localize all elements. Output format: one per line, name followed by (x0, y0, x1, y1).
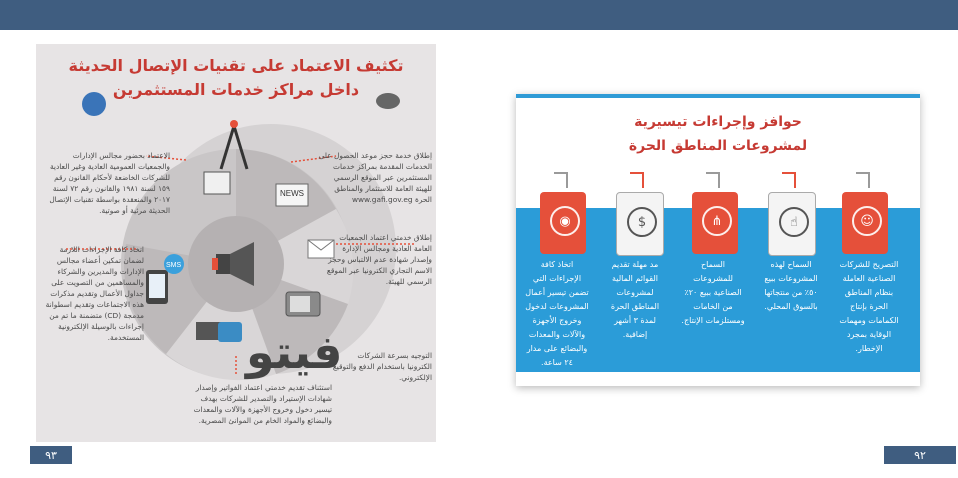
column-text-5: اتخاذ كافة الإجراءات التي تضمن تيسير أعمال المشروعات لدخول وخروج الأجهزة والآلات والمعدات والبضائع على مدار ٢٤ ساعة. (525, 260, 589, 367)
mask-icon: ☺ (852, 206, 882, 236)
left-title-line2: داخل مراكز خدمات المستثمرين (112, 80, 360, 99)
satellite-dish-icon (376, 93, 400, 109)
watermark-text: فيتو (246, 325, 343, 379)
radio-icon (218, 322, 242, 342)
column-text-1: التصريح للشركات الصناعية العاملة بنظام المناطق الحرة بإنتاج الكمامات ومهمات الوقاية بمجرد الإخطار. (839, 260, 899, 353)
fax-icon (204, 172, 230, 194)
tag-thumbs-up (768, 192, 816, 256)
left-text-6: التوجيه بسرعة الشركات الكترونيا باستخدام الدفع والتوقيع الإلكتروني. (332, 351, 432, 382)
top-header-bar (0, 0, 958, 30)
tag-dollar-search (616, 192, 664, 256)
dollar-search-icon: $ (627, 207, 657, 237)
eye-gear-icon: ◉ (550, 206, 580, 236)
thumbs-up-icon: ☝ (779, 207, 809, 237)
arrow-4 (782, 172, 796, 188)
column-text-3: السماح للمشروعات الصناعية ببيع ٢٠٪ من الخامات ومستلزمات الإنتاج. (681, 260, 745, 325)
right-title-line1: حوافز وإجراءات تيسيرية (634, 114, 802, 130)
sms-label: SMS (166, 262, 182, 269)
arrow-3 (706, 172, 720, 188)
watermark-logo (246, 325, 343, 379)
tag-share-nodes (692, 192, 738, 254)
right-infographic (516, 94, 920, 386)
left-text-3: اتخاذ كافة الإجراءات اللازمة لضمان تمكين أعضاء مجالس الإدارات والمديرين والشركاء والمساهمين من التصويت على جداول الأعمال وتقديم مذكرات هذه الاجتماعات وتقديم اسطوانة مدمجة (CD) متضمنة ما تم من إجراءات بالوسيلة الإلكترونية المستخدمة. (45, 245, 144, 342)
left-text-4: إطلاق خدمتي اعتماد الجمعيات العامة العادية ومجالس الإدارة وإصدار شهادة عدم الالتباس وحجز الاسم التجاري الكترونيا عبر الموقع الرسمي للهيئة. (326, 233, 432, 286)
left-title-line1: تكثيف الاعتماد على تقنيات الإتصال الحديثة (68, 56, 404, 75)
arrow-2 (630, 172, 644, 188)
column-text-4: مد مهلة تقديم القوائم المالية لمشروعات المناطق الحرة لمدة ٣ أشهر إضافية. (610, 260, 660, 339)
globe-icon (82, 92, 106, 116)
tag-eye-gear (540, 192, 586, 254)
arrow-1 (554, 172, 568, 188)
left-text-5: استئناف تقديم خدمتي اعتماد الفواتير وإصدار شهادات الإستيراد والتصدير للشركات بهدف تيسير دخول وخروج الأجهزة والآلات والمعدات والبضائع والمواد الخام من الموانئ المصرية. (193, 383, 332, 425)
page-number-right: ٩٢ (884, 446, 956, 464)
left-text-1: الاعتماد بحضور مجالس الإدارات والجمعيات العمومية العادية وغير العادية للشركات الخاضعة لأحكام القانون رقم ١٥٩ لسنة ١٩٨١ والقانون رقم ٧٢ لسنة ٢٠١٧ والمنعقدة بواسطة تقنيات الإتصال الحديثة مرئية أو صوتية. (49, 151, 170, 215)
left-text-2: إطلاق خدمة حجز موعد الحصول على الخدمات المقدمة بمراكز خدمات المستثمرين عبر الموقع الرسمي للهيئة العامة للاستثمار والمناطق الحرة www.gafi.gov.eg (318, 151, 432, 204)
share-nodes-icon: ⋔ (702, 206, 732, 236)
column-text-2: السماح لهذه المشروعات ببيع ٥٠٪ من منتجاتها بالسوق المحلي. (764, 260, 818, 311)
news-label: NEWS (280, 189, 304, 198)
tag-mask (842, 192, 888, 254)
right-title-line2: لمشروعات المناطق الحرة (628, 138, 808, 154)
page-number-left: ٩٣ (30, 446, 72, 464)
arrow-5 (856, 172, 870, 188)
left-infographic (36, 44, 436, 442)
card-top-line (516, 94, 920, 98)
